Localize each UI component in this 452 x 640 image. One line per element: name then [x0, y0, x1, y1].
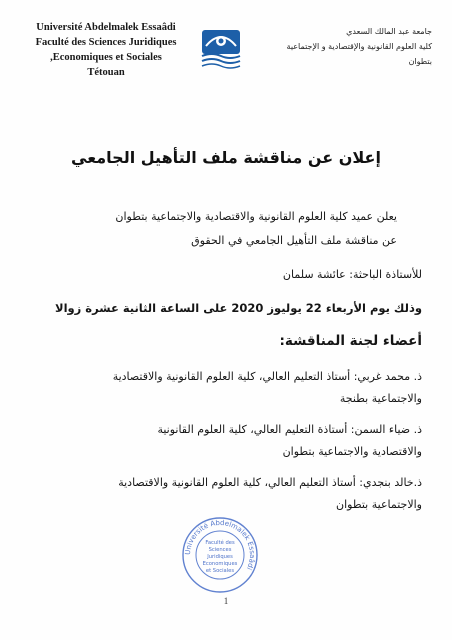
committee-member — [30, 472, 422, 516]
header-french — [26, 20, 186, 80]
member-line-2: والاجتماعية بتطوان — [336, 498, 422, 511]
committee-member — [30, 366, 422, 410]
stamp-line-4: Economiques — [202, 561, 238, 567]
committee-heading: أعضاء لجنة المناقشة: — [279, 333, 422, 349]
researcher-name: للأستاذة الباحثة: عائشة سلمان — [282, 268, 422, 281]
defense-date: وذلك يوم الأربعاء 22 يوليوز 2020 على الساعة الثانية عشرة زوالا — [55, 301, 422, 315]
faculty-name-fr-1: Faculté des Sciences Juridiques — [35, 37, 177, 48]
stamp-line-1: Faculté des — [205, 540, 235, 546]
intro-line-2: عن مناقشة ملف التأهيل الجامعي في الحقوق — [191, 234, 397, 247]
announcement-title: إعلان عن مناقشة ملف التأهيل الجامعي — [71, 148, 381, 167]
city-fr: Tétouan — [87, 67, 125, 78]
university-name-fr: Université Abdelmalek Essaâdi — [36, 22, 176, 33]
stamp-ring-text: Université Abdelmalek Essaâdi — [183, 518, 257, 572]
intro-line-1: يعلن عميد كلية العلوم القانونية والاقتصادية والاجتماعية بتطوان — [115, 210, 397, 223]
member-line-1: ذ.خالد بنجدي: أستاذ التعليم العالي، كلية العلوم القانونية والاقتصادية — [118, 476, 422, 489]
member-line-1: ذ. محمد غربي: أستاذ التعليم العالي، كلية العلوم القانونية والاقتصادية — [112, 370, 422, 383]
stamp-line-3: Juridiques — [207, 554, 233, 560]
page-number: 1 — [223, 596, 229, 606]
member-line-2: والاقتصادية والاجتماعية بتطوان — [282, 445, 422, 458]
header-arabic — [282, 24, 432, 69]
faculty-name-ar: كلية العلوم القانونية والإقتصادية و الإجتماعية — [286, 42, 432, 51]
member-line-1: ذ. ضياء السمن: أستاذة التعليم العالي، كلية العلوم القانونية — [157, 423, 422, 436]
stamp-line-2: Sciences — [208, 547, 232, 553]
faculty-stamp-icon — [180, 515, 260, 595]
member-line-2: والاجتماعية بطنجة — [339, 392, 422, 405]
intro-paragraph — [30, 205, 397, 253]
faculty-name-fr-2: ,Economiques et Sociales — [50, 52, 162, 63]
university-name-ar: جامعة عبد المالك السعدي — [346, 27, 432, 36]
university-logo-icon — [198, 24, 244, 72]
announcement-body — [30, 205, 422, 516]
stamp-line-5: et Sociales — [205, 568, 235, 574]
committee-member — [30, 419, 422, 463]
city-ar: بتطوان — [408, 57, 432, 66]
